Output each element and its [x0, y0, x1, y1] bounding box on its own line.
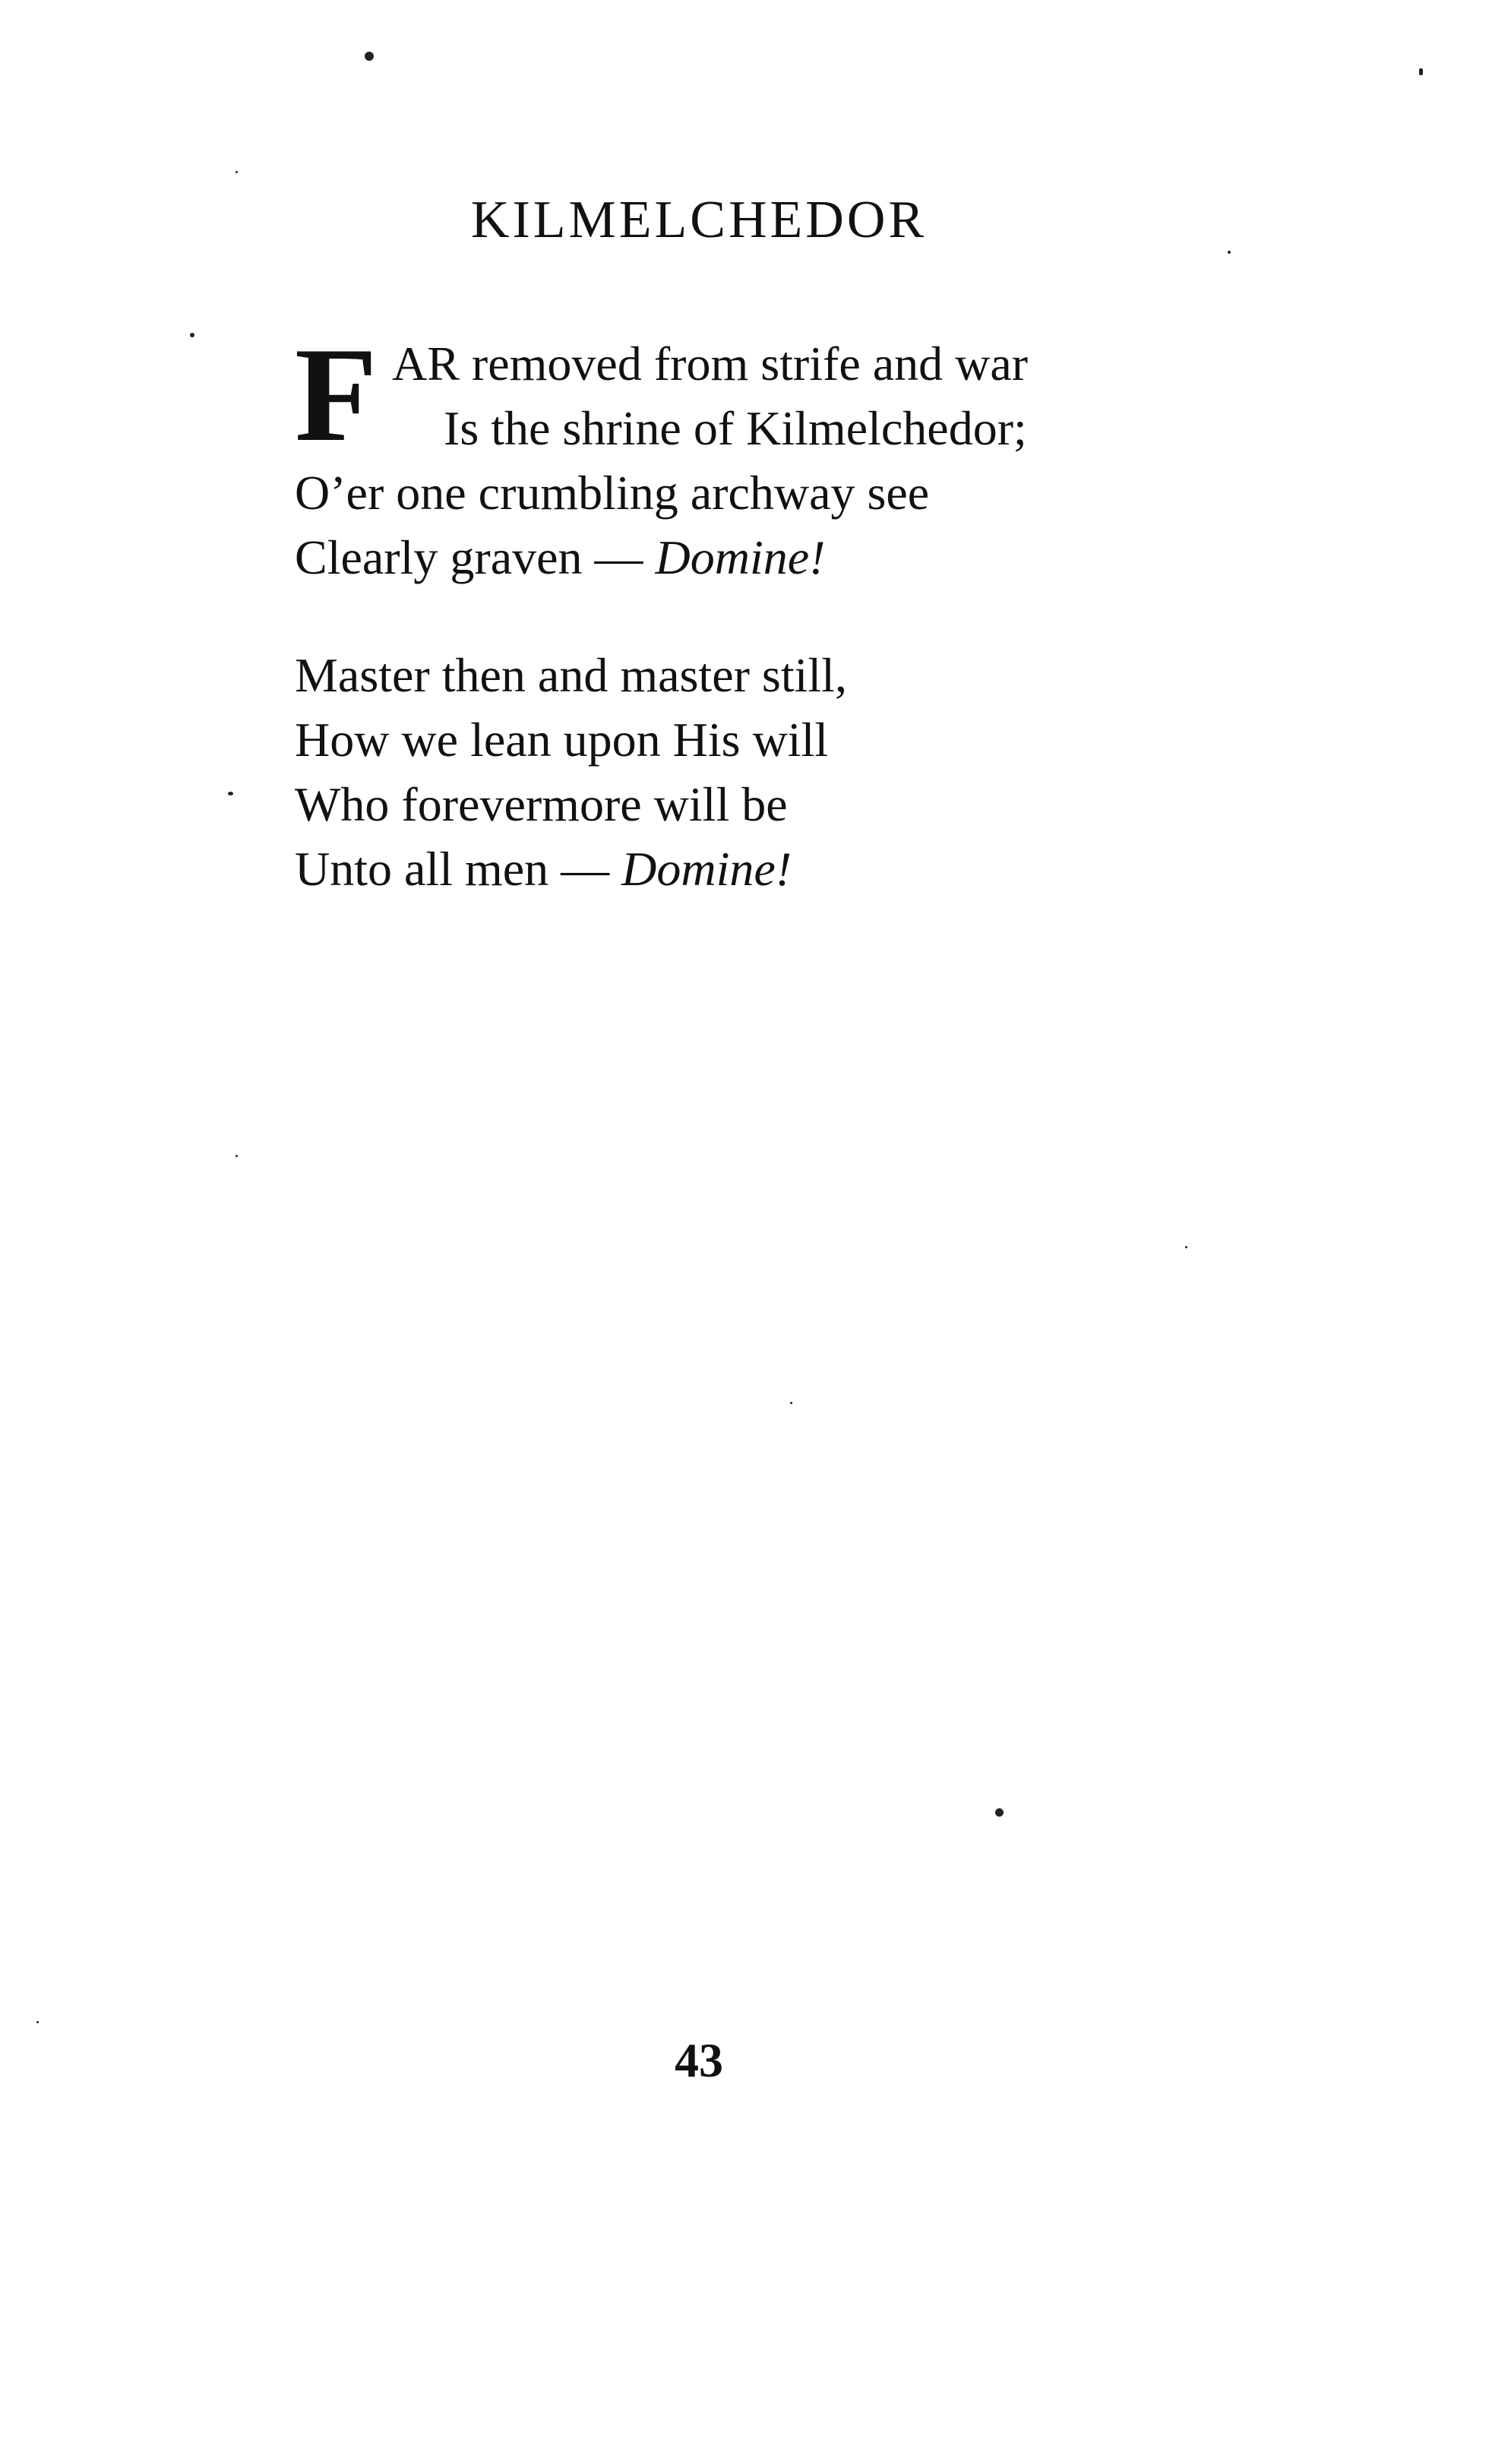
scan-speck [1228, 251, 1231, 254]
drop-cap: F [295, 319, 378, 470]
scan-speck [1185, 1246, 1187, 1248]
stanza-1-line-4-text: Clearly graven — [295, 530, 656, 584]
scan-speck [36, 2021, 39, 2023]
poem-title: KILMELCHEDOR [470, 191, 928, 249]
stanza-2-line-4-italic: Domine! [621, 842, 792, 896]
stanza-1-line-1: AR removed from strife and war [392, 337, 1029, 391]
stanza-2-line-2: How we lean upon His will [295, 713, 829, 767]
stanza-2-line-4 [295, 837, 847, 901]
stanza-1-line-3: O’er one crumbling archway see [295, 466, 930, 520]
stanza-1-line-2: Is the shrine of Kilmelchedor; [444, 401, 1027, 455]
scan-speck [235, 171, 238, 173]
scan-speck [190, 333, 194, 337]
stanza-2-line-1: Master then and master still, [295, 648, 847, 702]
page-number: 43 [675, 2033, 723, 2087]
scan-speck [235, 1155, 238, 1157]
scan-speck [790, 1402, 792, 1404]
stanza-2-line-4-text: Unto all men — [295, 842, 622, 896]
stanza-1-line-4-italic: Domine! [655, 530, 826, 584]
scan-speck [228, 792, 233, 796]
scan-speck [1419, 68, 1423, 75]
stanza-2-line-3: Who forevermore will be [295, 777, 788, 831]
stanza-1 [295, 319, 1029, 590]
stanza-2 [295, 643, 847, 901]
stanza-1-line-4 [295, 525, 1028, 590]
scan-speck [995, 1808, 1004, 1817]
scan-speck [365, 52, 374, 61]
